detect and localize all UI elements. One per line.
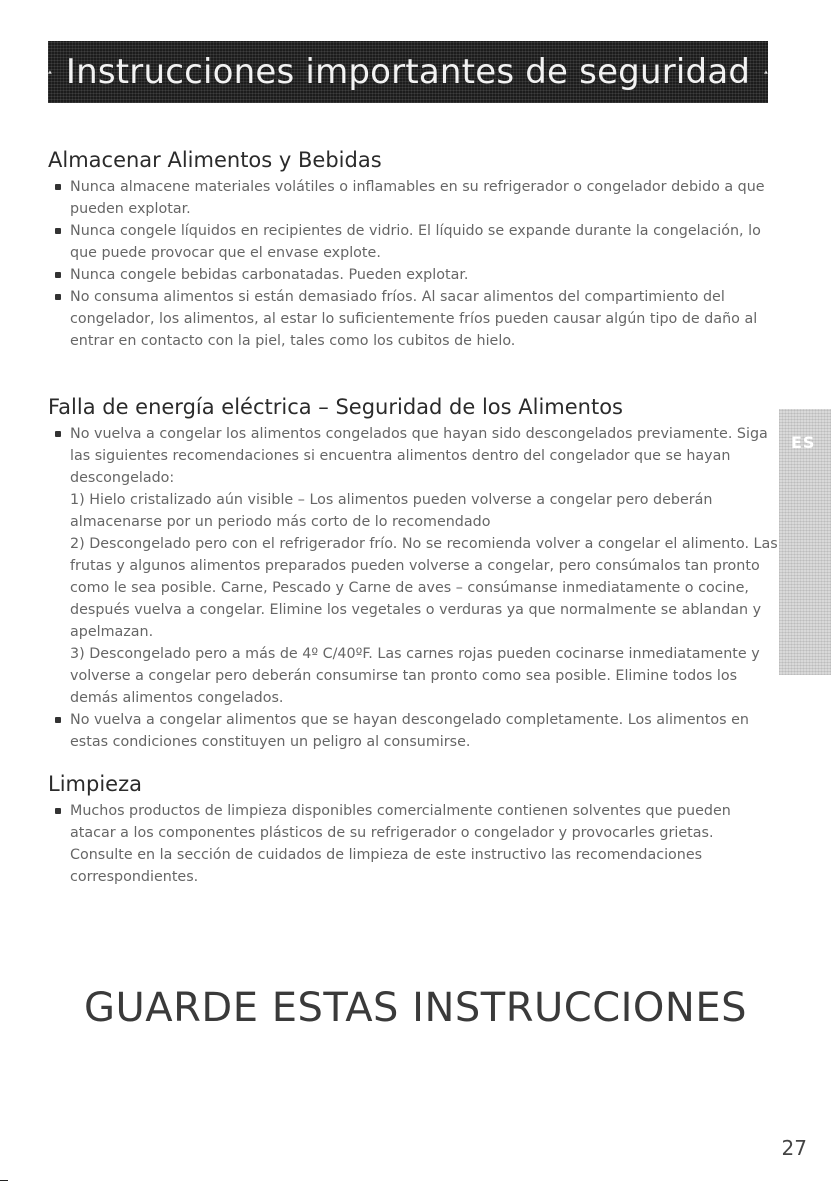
warning-icon <box>764 49 768 95</box>
list-item <box>48 709 778 753</box>
section-heading: Limpieza <box>48 772 142 796</box>
language-tab <box>779 409 831 675</box>
bullet-square-icon <box>55 184 61 190</box>
bullet-square-icon <box>55 272 61 278</box>
list-item <box>48 220 778 264</box>
page-number: 27 <box>781 1136 807 1160</box>
section-power-failure <box>48 393 778 753</box>
bullet-list <box>48 423 778 753</box>
warning-icon <box>48 49 52 95</box>
footer-title: GUARDE ESTAS INSTRUCCIONES <box>83 985 748 1031</box>
bullet-square-icon <box>55 228 61 234</box>
section-heading: Falla de energía eléctrica – Seguridad de los Alimentos <box>48 395 623 419</box>
list-item <box>48 286 778 352</box>
bullet-square-icon <box>55 808 61 814</box>
bullet-square-icon <box>55 717 61 723</box>
bullet-square-icon <box>55 294 61 300</box>
bullet-square-icon <box>55 431 61 437</box>
section-cleaning <box>48 770 778 888</box>
list-item-step: 1) Hielo cristalizado aún visible – Los alimentos pueden volverse a congelar pero deberán almacenarse por un periodo más corto de lo recomendado <box>70 492 713 530</box>
list-item <box>48 176 778 220</box>
safety-banner <box>48 41 768 103</box>
list-item-step: 2) Descongelado pero con el refrigerador frío. No se recomienda volver a congelar el alimento. Las frutas y algunos alimentos preparados pueden volverse a congelar, pero consúmalos tan pronto como le sea posible. Carne, Pescado y Carne de aves – consúmanse inmediatamente o cocine, después vuelva a congelar. Elimine los vegetales o verduras ya que normalmente se ablandan y apelmazan. <box>70 536 778 640</box>
banner-title: Instrucciones importantes de seguridad <box>65 52 751 92</box>
section-storing-food <box>48 146 778 352</box>
list-item <box>48 264 778 286</box>
list-item-text: No vuelva a congelar los alimentos congelados que hayan sido descongelados previamente. Siga las siguientes recomendaciones si encuentra alimentos dentro del congelador que se hayan descongelado: <box>70 426 768 486</box>
list-item-text: Nunca congele líquidos en recipientes de vidrio. El líquido se expande durante la congelación, lo que puede provocar que el envase explote. <box>70 223 761 261</box>
list-item-text: Nunca almacene materiales volátiles o inflamables en su refrigerador o congelador debido a que pueden explotar. <box>70 179 765 217</box>
list-item <box>48 800 778 888</box>
list-item-step: 3) Descongelado pero a más de 4º C/40ºF. Las carnes rojas pueden cocinarse inmediatamente y volverse a congelar pero deberán consumirse tan pronto como sea posible. Elimine todos los demás alimentos congelados. <box>70 646 760 706</box>
list-item <box>48 423 778 709</box>
list-item-text: No consuma alimentos si están demasiado fríos. Al sacar alimentos del compartimiento del congelador, los alimentos, al estar lo suficientemente fríos pueden causar algún tipo de daño al entrar en contacto con la piel, tales como los cubitos de hielo. <box>70 289 758 349</box>
language-tab-label: ES <box>791 433 816 452</box>
list-item-text: Muchos productos de limpieza disponibles comercialmente contienen solventes que pueden atacar a los componentes plásticos de su refrigerador o congelador y provocarles grietas. Consulte en la sección de cuidados de limpieza de este instructivo las recomendaciones correspondientes. <box>70 803 731 885</box>
section-heading: Almacenar Alimentos y Bebidas <box>48 148 382 172</box>
bullet-list <box>48 176 778 352</box>
list-item-text: No vuelva a congelar alimentos que se hayan descongelado completamente. Los alimentos en estas condiciones constituyen un peligro al consumirse. <box>70 712 749 750</box>
bullet-list <box>48 800 778 888</box>
list-item-text: Nunca congele bebidas carbonatadas. Pueden explotar. <box>70 267 469 283</box>
